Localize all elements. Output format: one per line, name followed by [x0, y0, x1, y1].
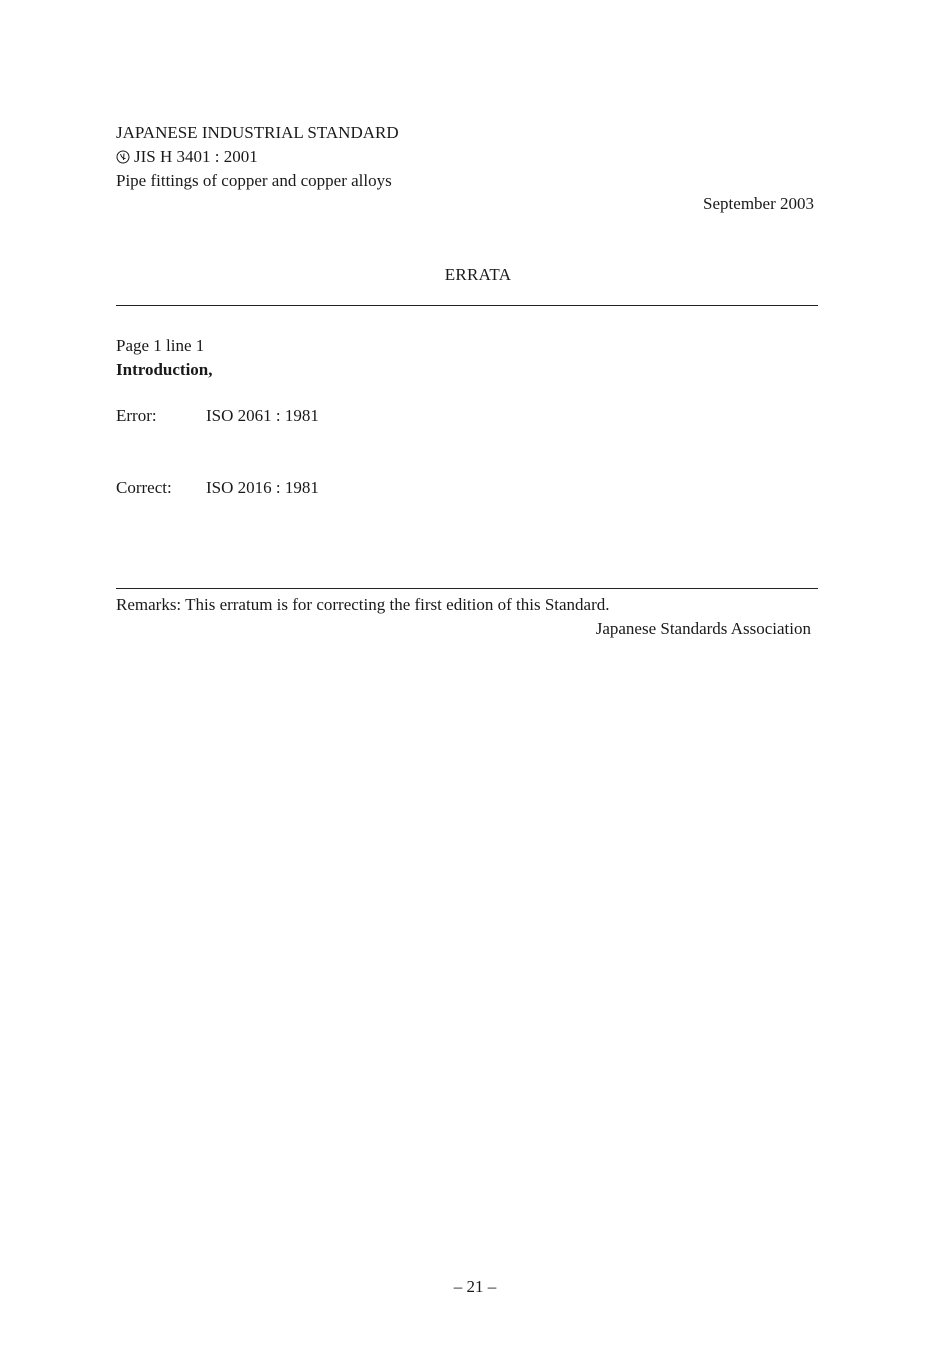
document-title: ERRATA: [444, 265, 512, 284]
error-value: ISO 2061 : 1981: [206, 406, 319, 425]
error-label: Error:: [116, 406, 157, 425]
location-page-line: Page 1 line 1: [116, 336, 205, 355]
standard-title: Pipe fittings of copper and copper alloys: [116, 171, 392, 190]
location-section: Introduction,: [116, 360, 213, 379]
page-number: – 21 –: [453, 1277, 497, 1296]
issuer-name: Japanese Standards Association: [595, 619, 811, 638]
issue-date: September 2003: [703, 194, 814, 213]
jis-mark-icon: [116, 150, 130, 164]
correct-row: [116, 478, 319, 498]
standard-designation-line: [116, 147, 258, 167]
error-row: [116, 406, 319, 426]
top-divider: [116, 305, 818, 306]
correct-label: Correct:: [116, 478, 172, 497]
correct-value: ISO 2016 : 1981: [206, 478, 319, 497]
remarks-text: Remarks: This erratum is for correcting the first edition of this Standard.: [116, 595, 610, 614]
standard-type: JAPANESE INDUSTRIAL STANDARD: [116, 123, 399, 142]
bottom-divider: [116, 588, 818, 589]
standard-designation: JIS H 3401 : 2001: [134, 147, 258, 166]
